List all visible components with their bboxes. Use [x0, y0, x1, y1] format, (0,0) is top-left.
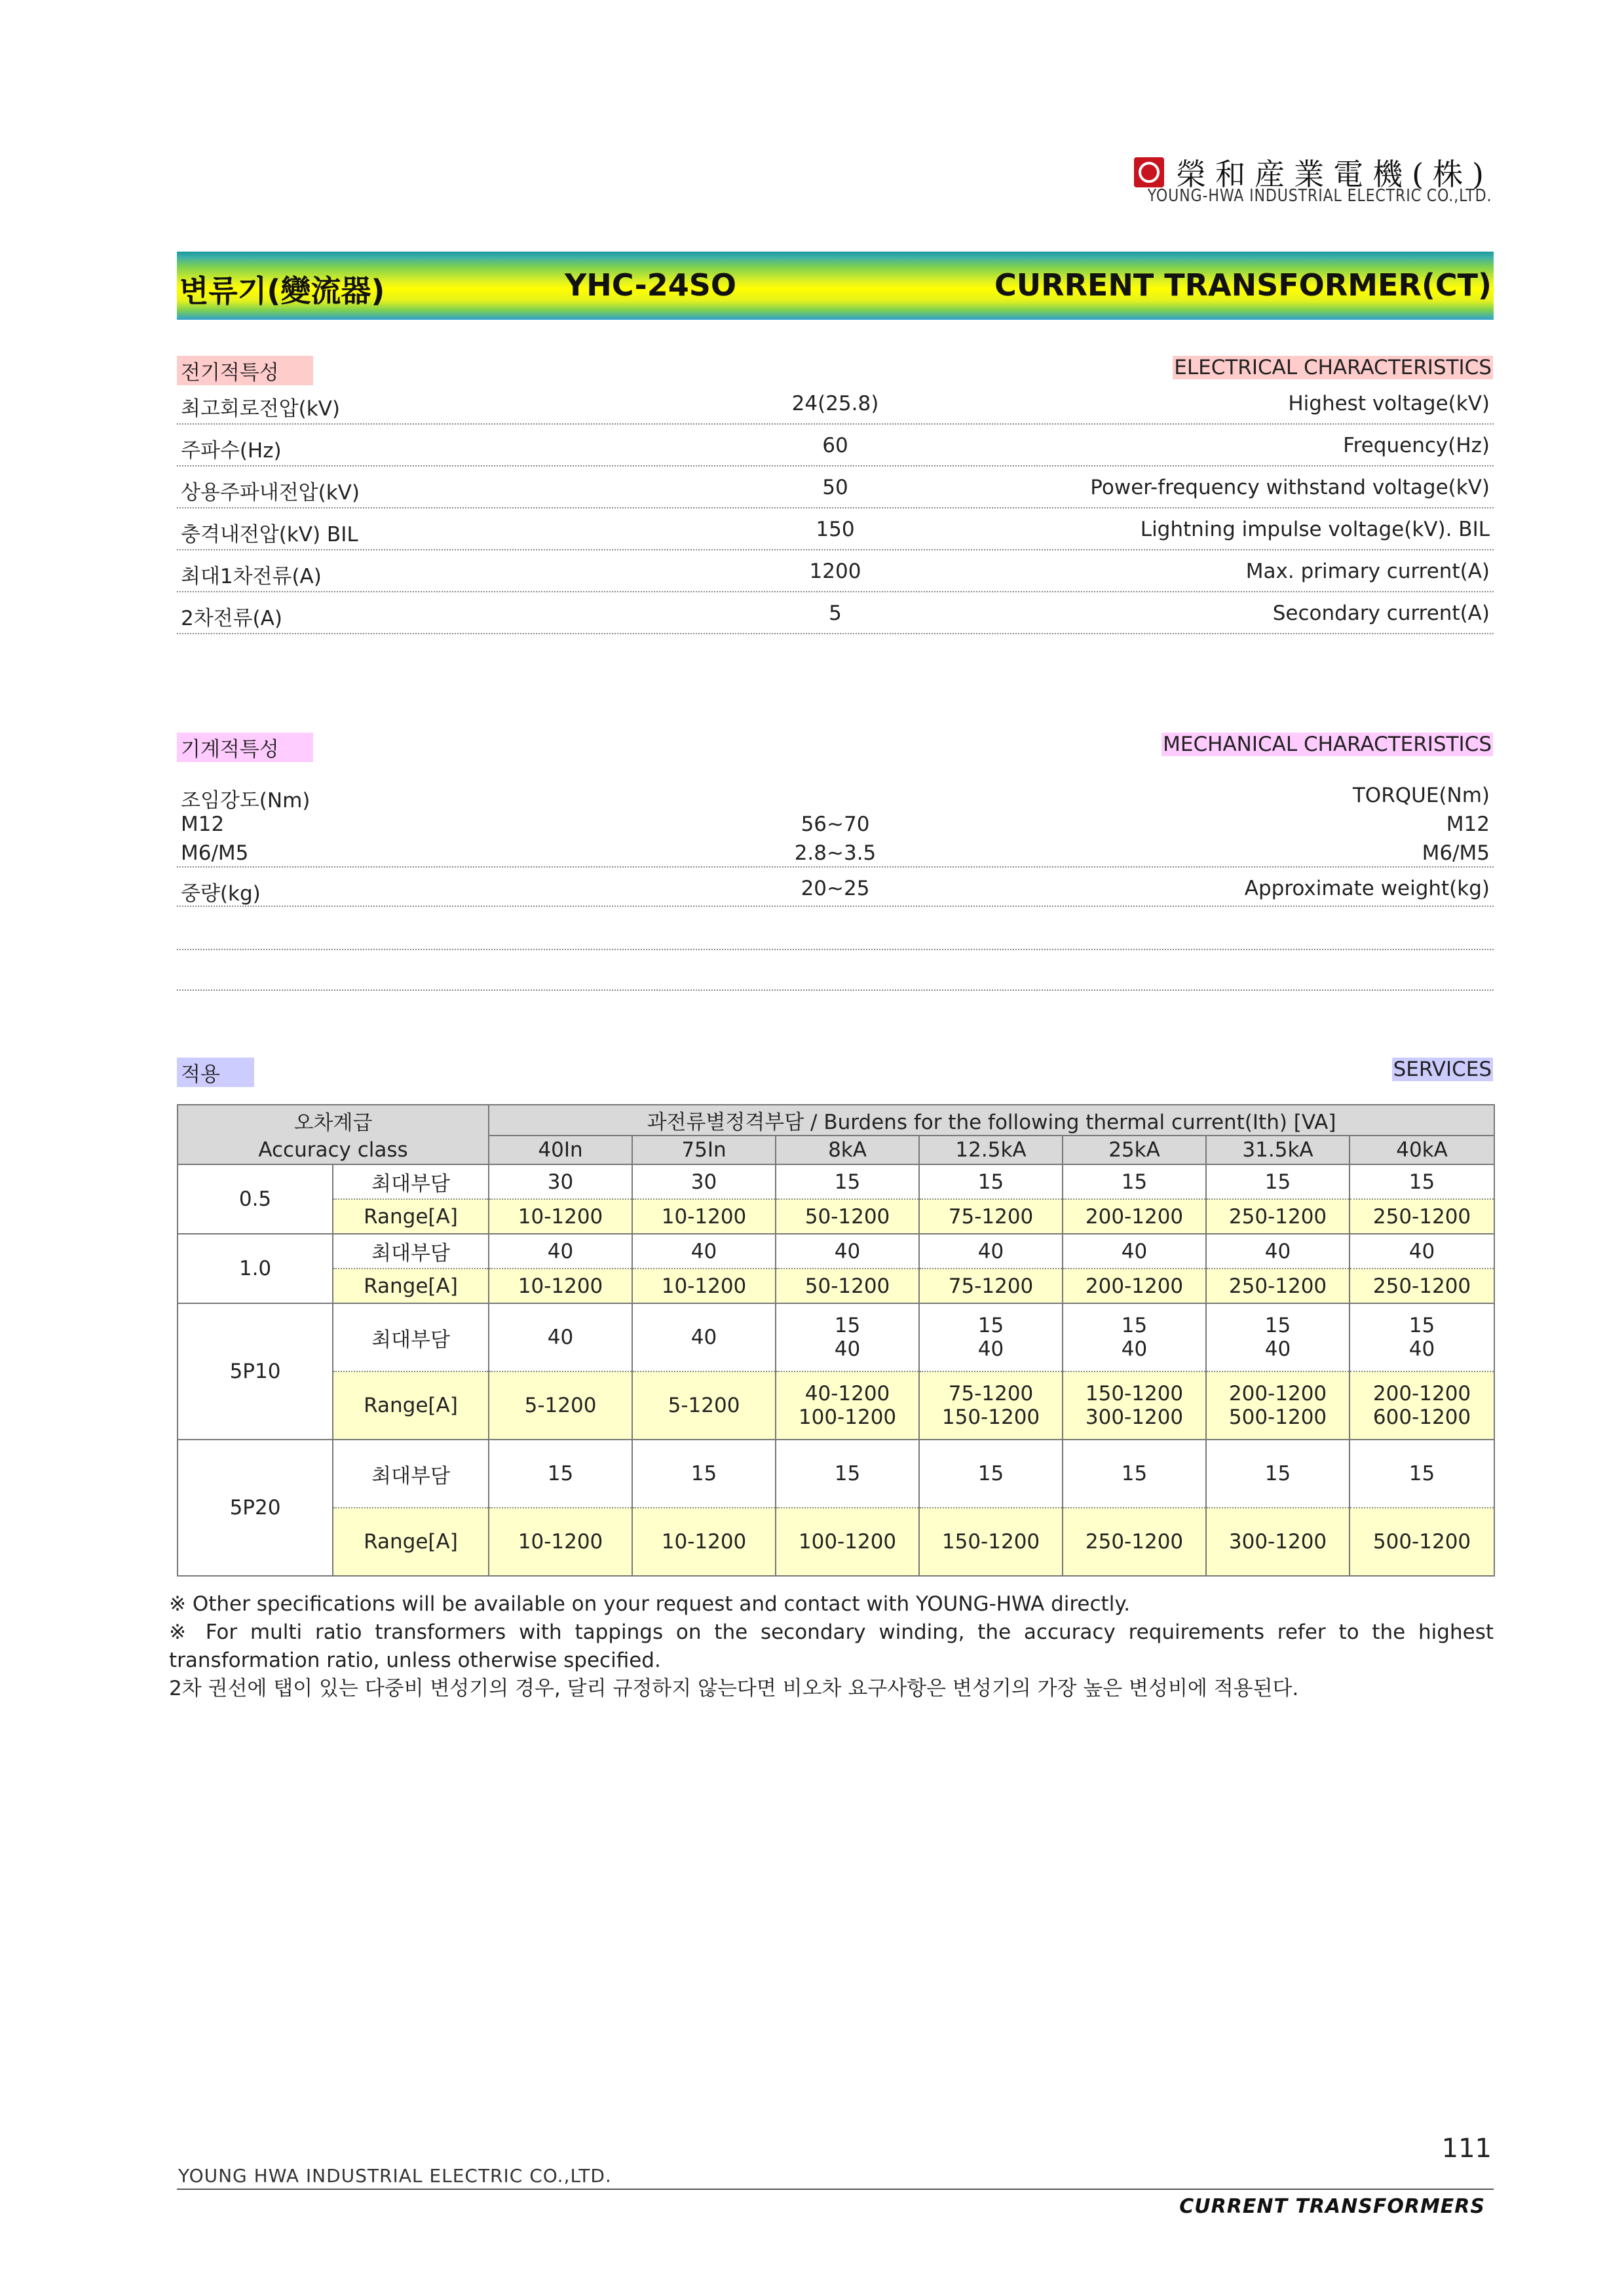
- range-value-a: 200-1200: [1372, 1382, 1471, 1406]
- burden-cell: [919, 1303, 1063, 1371]
- burden-cell: 40: [1206, 1234, 1350, 1269]
- services-label-en: SERVICES: [1393, 1058, 1492, 1081]
- range-cell: [776, 1371, 919, 1440]
- max-burden-label: 최대부담: [333, 1440, 489, 1508]
- column-header: 75In: [632, 1136, 776, 1164]
- max-burden-label: 최대부담: [333, 1164, 489, 1199]
- property-name-ko: 최고회로전압(kV): [181, 397, 341, 421]
- property-name-en: Secondary current(A): [1272, 602, 1490, 625]
- column-header: 40In: [489, 1136, 632, 1164]
- range-cell: 10-1200: [489, 1269, 632, 1303]
- range-cell: [1350, 1371, 1494, 1440]
- torque-bolt-en: M6/M5: [1422, 841, 1490, 865]
- burden-cell: 15: [919, 1440, 1063, 1508]
- column-header: 12.5kA: [919, 1136, 1063, 1164]
- company-name-en: YOUNG-HWA INDUSTRIAL ELECTRIC CO.,LTD.: [1147, 186, 1492, 206]
- electrical-row: [177, 383, 1494, 425]
- range-cell: 75-1200: [919, 1269, 1063, 1303]
- range-cell: [1206, 1371, 1350, 1440]
- accuracy-class: 5P20: [178, 1440, 333, 1576]
- mechanical-label-en: MECHANICAL CHARACTERISTICS: [1163, 733, 1492, 756]
- burden-header: 과전류별정격부담 / Burdens for the following thermal current(Ith) [VA]: [489, 1105, 1494, 1136]
- range-value-b: 600-1200: [1372, 1406, 1471, 1429]
- torque-value: 2.8~3.5: [794, 841, 877, 865]
- burden-cell: 40: [489, 1303, 632, 1371]
- accuracy-class: 1.0: [178, 1234, 333, 1303]
- torque-header-row: [177, 780, 1494, 813]
- burden-cell: [1206, 1303, 1350, 1371]
- property-name-ko: 충격내전압(kV) BIL: [181, 523, 358, 546]
- property-name-en: Lightning impulse voltage(kV). BIL: [1140, 518, 1490, 541]
- property-name-ko: 2차전류(A): [181, 607, 282, 630]
- range-cell: 100-1200: [776, 1508, 919, 1576]
- property-value: 5: [829, 602, 842, 625]
- range-label: Range[A]: [333, 1371, 489, 1440]
- range-value-a: 40-1200: [804, 1382, 890, 1406]
- range-cell: 10-1200: [632, 1269, 776, 1303]
- burden-value-b: 40: [1264, 1337, 1291, 1361]
- page-number: 111: [1441, 2133, 1492, 2164]
- burden-cell: 15: [1063, 1164, 1206, 1199]
- range-cell: 250-1200: [1206, 1199, 1350, 1234]
- torque-bolt-ko: M12: [181, 813, 225, 836]
- note-other-specs: ※ Other specifications will be available on your request and contact with YOUNG-HWA directly.: [169, 1592, 1131, 1616]
- property-name-en: Max. primary current(A): [1245, 560, 1490, 583]
- divider: [177, 949, 1494, 950]
- range-value-b: 500-1200: [1228, 1406, 1327, 1429]
- burden-value-a: 15: [1264, 1314, 1291, 1337]
- company-logo-icon: [1134, 157, 1164, 187]
- range-value-a: 75-1200: [948, 1382, 1034, 1406]
- range-cell: 500-1200: [1350, 1508, 1494, 1576]
- burden-cell: 15: [1350, 1164, 1494, 1199]
- torque-label-en: TORQUE(Nm): [1352, 784, 1490, 807]
- range-cell: 250-1200: [1206, 1269, 1350, 1303]
- services-label-ko: 적용: [177, 1058, 254, 1087]
- range-cell: 200-1200: [1063, 1199, 1206, 1234]
- electrical-label-ko: 전기적특성: [177, 356, 313, 385]
- range-cell: [1063, 1371, 1206, 1440]
- burden-cell: 15: [1206, 1164, 1350, 1199]
- burden-cell: 40: [776, 1234, 919, 1269]
- electrical-row: [177, 425, 1494, 467]
- burden-value-a: 15: [1408, 1314, 1435, 1337]
- range-cell: 10-1200: [489, 1508, 632, 1576]
- range-label: Range[A]: [333, 1508, 489, 1576]
- electrical-row: [177, 592, 1494, 634]
- title-model: YHC-24SO: [565, 267, 736, 303]
- footer-divider: [177, 2189, 1494, 2190]
- range-label: Range[A]: [333, 1269, 489, 1303]
- torque-row: [177, 837, 1494, 866]
- mechanical-label-ko: 기계적특성: [177, 733, 313, 762]
- burden-cell: [1350, 1303, 1494, 1371]
- column-header: 8kA: [776, 1136, 919, 1164]
- burden-cell: 15: [489, 1440, 632, 1508]
- accuracy-class: 0.5: [178, 1164, 333, 1234]
- burden-value-a: 15: [977, 1314, 1004, 1337]
- column-header: 40kA: [1350, 1136, 1494, 1164]
- torque-value: 56~70: [801, 813, 870, 836]
- max-burden-label: 최대부담: [333, 1303, 489, 1371]
- range-cell: [919, 1371, 1063, 1440]
- footer-section-title: CURRENT TRANSFORMERS: [1179, 2195, 1485, 2218]
- range-value-a: 200-1200: [1228, 1382, 1327, 1406]
- burden-cell: [1063, 1303, 1206, 1371]
- range-cell: 250-1200: [1350, 1199, 1494, 1234]
- range-value-b: 100-1200: [798, 1406, 897, 1429]
- accuracy-header-ko: 오차계급: [178, 1105, 489, 1136]
- burden-cell: 40: [632, 1234, 776, 1269]
- burden-cell: 15: [919, 1164, 1063, 1199]
- max-burden-label: 최대부담: [333, 1234, 489, 1269]
- property-name-en: Highest voltage(kV): [1288, 392, 1490, 415]
- divider: [177, 989, 1494, 991]
- range-cell: 300-1200: [1206, 1508, 1350, 1576]
- range-label: Range[A]: [333, 1199, 489, 1234]
- burden-value-b: 40: [834, 1337, 861, 1361]
- property-name-ko: 최대1차전류(A): [181, 565, 322, 588]
- title-korean: 변류기(變流器): [179, 273, 385, 309]
- torque-label-ko: 조임강도(Nm): [181, 789, 311, 813]
- range-cell: 50-1200: [776, 1269, 919, 1303]
- range-cell: 5-1200: [489, 1371, 632, 1440]
- weight-row: [177, 868, 1494, 907]
- property-name-en: Frequency(Hz): [1343, 434, 1490, 457]
- burden-cell: 15: [1063, 1440, 1206, 1508]
- company-name-cn: 榮和産業電機(株): [1176, 157, 1493, 192]
- weight-label-ko: 중량(kg): [181, 882, 261, 906]
- burden-value-b: 40: [1408, 1337, 1435, 1361]
- range-cell: 5-1200: [632, 1371, 776, 1440]
- weight-label-en: Approximate weight(kg): [1244, 877, 1490, 900]
- burden-value-a: 15: [834, 1314, 861, 1337]
- torque-bolt-ko: M6/M5: [181, 841, 249, 865]
- note-korean: 2차 권선에 탭이 있는 다중비 변성기의 경우, 달리 규정하지 않는다면 비오차 요구사항은 변성기의 가장 높은 변성비에 적용된다.: [169, 1677, 1299, 1700]
- range-cell: 200-1200: [1063, 1269, 1206, 1303]
- range-cell: 250-1200: [1063, 1508, 1206, 1576]
- burden-cell: [776, 1303, 919, 1371]
- burden-cell: 15: [1206, 1440, 1350, 1508]
- range-cell: 50-1200: [776, 1199, 919, 1234]
- note-multi-ratio: ※ For multi ratio transformers with tappings on the secondary winding, the accuracy requirements refer to the highest transformation ratio, unless otherwise specified.: [169, 1620, 1494, 1672]
- property-value: 60: [822, 434, 848, 457]
- property-name-en: Power-frequency withstand voltage(kV): [1090, 476, 1490, 499]
- property-name-ko: 주파수(Hz): [181, 439, 282, 463]
- range-value-b: 150-1200: [941, 1406, 1040, 1429]
- burden-cell: 30: [632, 1164, 776, 1199]
- property-value: 150: [816, 518, 855, 541]
- burden-cell: 15: [776, 1440, 919, 1508]
- range-cell: 10-1200: [632, 1508, 776, 1576]
- burden-value-b: 40: [1121, 1337, 1148, 1361]
- column-header: 25kA: [1063, 1136, 1206, 1164]
- burden-value-b: 40: [977, 1337, 1004, 1361]
- footer-company: YOUNG HWA INDUSTRIAL ELECTRIC CO.,LTD.: [178, 2165, 612, 2187]
- range-cell: 250-1200: [1350, 1269, 1494, 1303]
- burden-cell: 40: [489, 1234, 632, 1269]
- property-value: 24(25.8): [791, 392, 879, 415]
- accuracy-header-en: Accuracy class: [178, 1136, 489, 1164]
- property-value: 50: [822, 476, 848, 499]
- accuracy-class: 5P10: [178, 1303, 333, 1440]
- electrical-row: [177, 550, 1494, 592]
- burden-cell: 30: [489, 1164, 632, 1199]
- torque-bolt-en: M12: [1446, 813, 1490, 836]
- range-cell: 150-1200: [919, 1508, 1063, 1576]
- property-name-ko: 상용주파내전압(kV): [181, 481, 360, 505]
- electrical-row: [177, 467, 1494, 508]
- burden-cell: 15: [776, 1164, 919, 1199]
- burden-cell: 40: [1063, 1234, 1206, 1269]
- burden-cell: 15: [632, 1440, 776, 1508]
- burden-cell: 15: [1350, 1440, 1494, 1508]
- range-cell: 10-1200: [632, 1199, 776, 1234]
- range-value-b: 300-1200: [1085, 1406, 1184, 1429]
- range-cell: 10-1200: [489, 1199, 632, 1234]
- weight-value: 20~25: [801, 877, 870, 900]
- electrical-label-en: ELECTRICAL CHARACTERISTICS: [1174, 356, 1492, 379]
- range-value-a: 150-1200: [1085, 1382, 1184, 1406]
- burden-cell: 40: [1350, 1234, 1494, 1269]
- range-cell: 75-1200: [919, 1199, 1063, 1234]
- burden-cell: 40: [632, 1303, 776, 1371]
- burden-cell: 40: [919, 1234, 1063, 1269]
- column-header: 31.5kA: [1206, 1136, 1350, 1164]
- services-table: [177, 1104, 1495, 1577]
- property-value: 1200: [809, 560, 861, 583]
- title-english: CURRENT TRANSFORMER(CT): [994, 267, 1492, 303]
- burden-value-a: 15: [1121, 1314, 1148, 1337]
- electrical-row: [177, 508, 1494, 550]
- torque-row: [177, 809, 1494, 837]
